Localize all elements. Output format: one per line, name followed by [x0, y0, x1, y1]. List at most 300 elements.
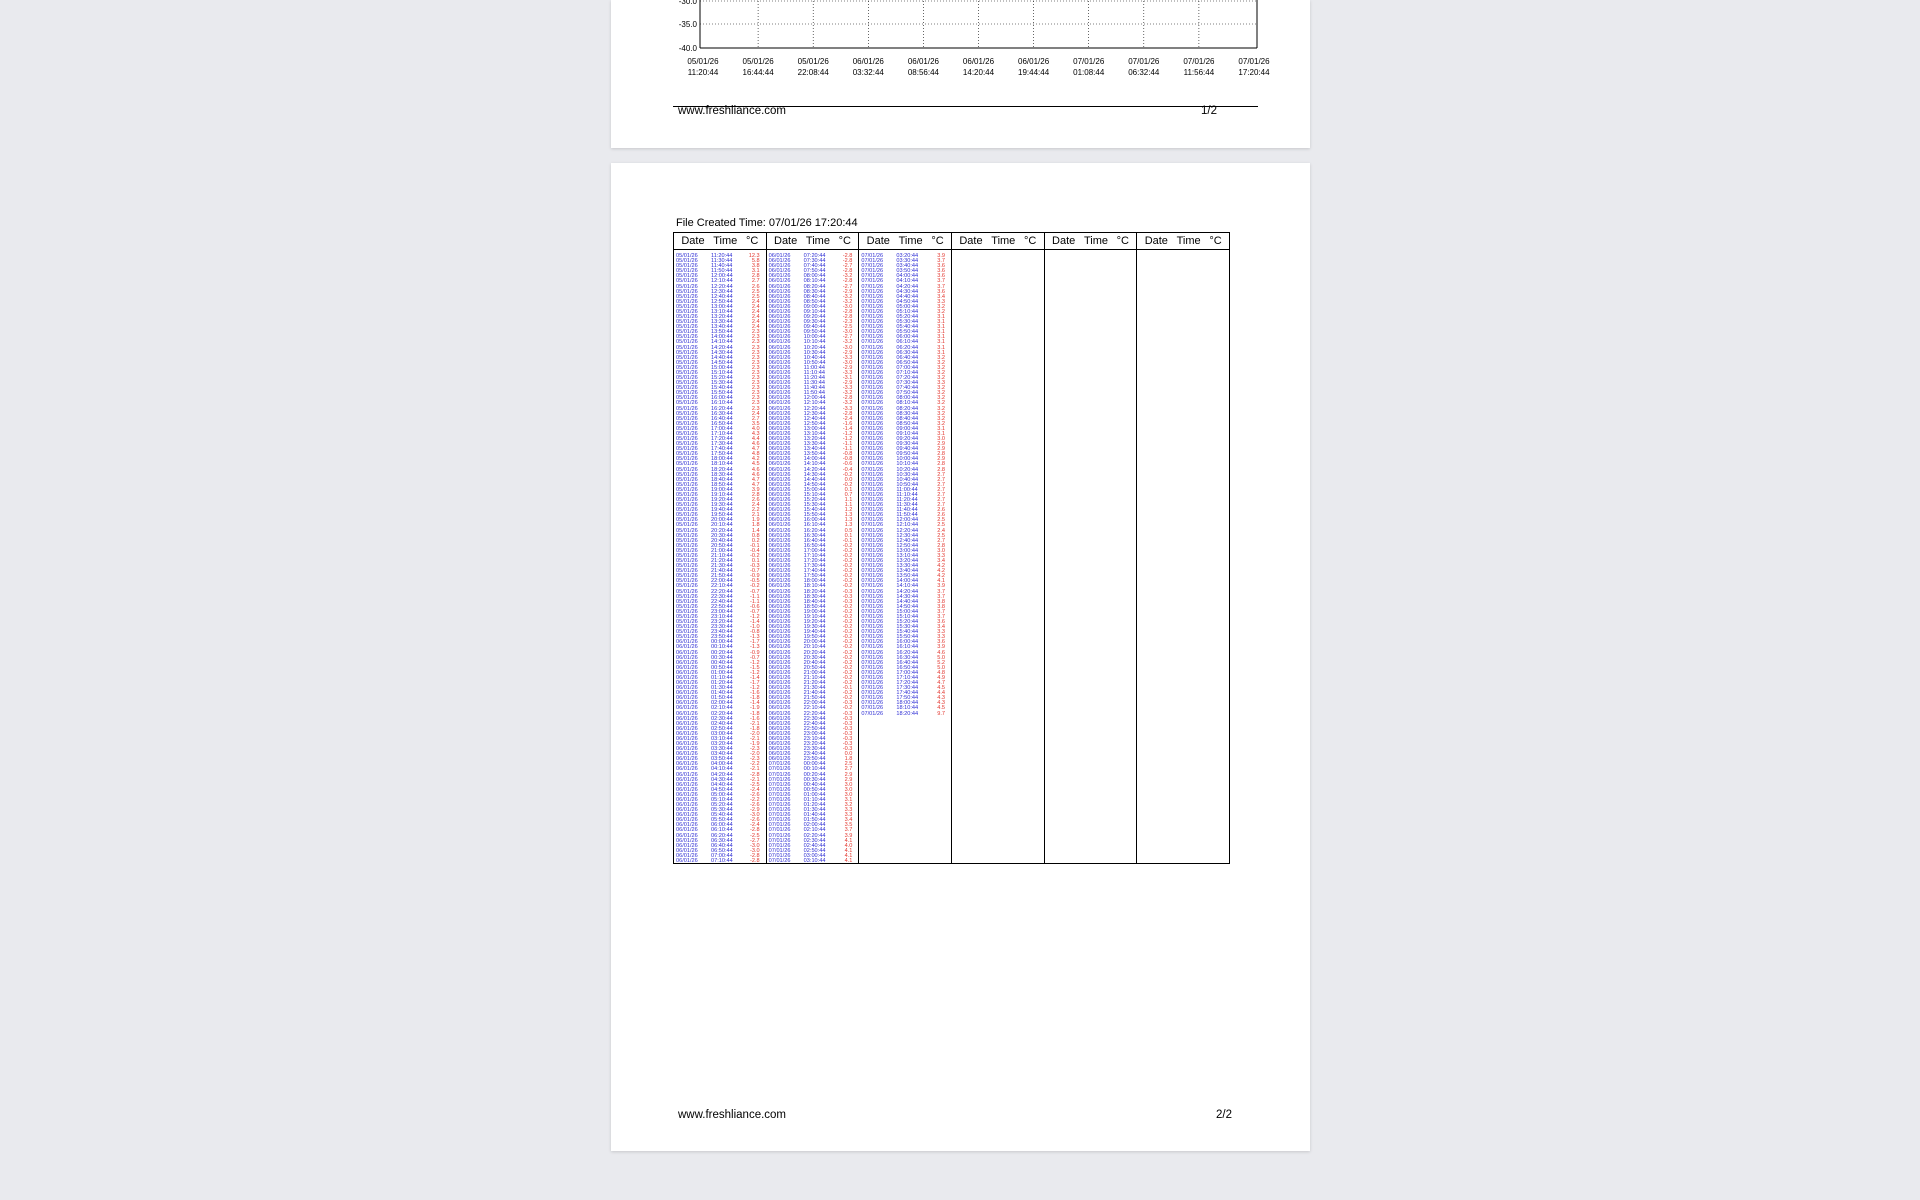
- log-temperature: -0.3: [842, 710, 853, 717]
- log-date: 06/01/26: [768, 552, 791, 559]
- log-time: 10:40:44: [896, 476, 919, 483]
- log-time: 05:10:44: [896, 308, 919, 315]
- log-time: 18:20:44: [896, 710, 919, 717]
- log-temperature: 3.8: [937, 603, 946, 610]
- log-time: 18:40:44: [803, 598, 826, 605]
- log-temperature: 4.2: [937, 573, 946, 580]
- log-date: 06/01/26: [768, 659, 791, 666]
- log-time: 07:20:44: [803, 253, 826, 259]
- log-temperature: -1.8: [750, 695, 760, 702]
- log-date: 06/01/26: [768, 263, 791, 270]
- log-date: 05/01/26: [676, 471, 698, 478]
- log-date: 07/01/26: [861, 253, 884, 259]
- log-temperature: 2.7: [751, 415, 760, 422]
- log-temperature: -0.2: [842, 573, 853, 580]
- log-temperature: 4.0: [751, 425, 760, 432]
- log-temperature: -0.2: [842, 578, 853, 585]
- x-tick-label-time: 03:32:44: [852, 68, 884, 77]
- log-date: 07/01/26: [861, 476, 884, 483]
- log-temperature: -0.2: [842, 664, 853, 671]
- log-temperature: -1.4: [750, 619, 760, 625]
- log-temperature: -2.7: [842, 283, 853, 290]
- log-date: 06/01/26: [768, 461, 791, 468]
- log-time: 22:20:44: [803, 710, 826, 717]
- log-time: 07:30:44: [803, 258, 826, 265]
- log-time: 12:00:44: [803, 395, 826, 402]
- log-time: 13:30:44: [711, 319, 733, 326]
- log-time: 17:50:44: [896, 695, 919, 702]
- log-time: 03:10:44: [711, 735, 733, 742]
- log-temperature: -2.6: [750, 791, 760, 798]
- log-time: 13:40:44: [711, 324, 733, 331]
- log-time: 03:40:44: [896, 263, 919, 270]
- log-date: 07/01/26: [861, 314, 884, 320]
- log-time: 00:30:44: [803, 776, 826, 783]
- log-date: 06/01/26: [768, 329, 791, 336]
- log-temperature: 4.1: [844, 852, 853, 859]
- log-temperature: -2.8: [842, 268, 853, 275]
- log-temperature: -3.3: [842, 369, 853, 376]
- log-date: 07/01/26: [861, 573, 884, 580]
- x-tick-label-time: 22:08:44: [797, 68, 829, 77]
- log-time: 18:00:44: [803, 578, 826, 585]
- temp-header: °C: [1209, 235, 1222, 247]
- log-temperature: 3.3: [937, 298, 946, 305]
- log-date: 06/01/26: [676, 842, 698, 849]
- log-temperature: 0.5: [844, 527, 853, 534]
- log-date: 07/01/26: [861, 486, 884, 493]
- log-time: 21:30:44: [803, 685, 826, 692]
- log-temperature: -1.6: [842, 420, 853, 427]
- log-date: 07/01/26: [861, 456, 884, 463]
- log-date: 07/01/26: [861, 293, 884, 300]
- log-date: 07/01/26: [861, 497, 884, 503]
- log-time: 22:00:44: [711, 578, 733, 585]
- log-time: 08:40:44: [803, 293, 826, 300]
- log-time: 09:20:44: [803, 314, 826, 320]
- x-tick-label-time: 01:08:44: [1073, 68, 1105, 77]
- log-date: 07/01/26: [861, 344, 884, 351]
- log-time: 07:20:44: [896, 375, 919, 381]
- log-temperature: -1.4: [750, 674, 760, 681]
- log-time: 20:00:44: [803, 639, 826, 646]
- log-temperature: 4.1: [844, 847, 853, 854]
- log-time: 12:20:44: [711, 283, 733, 290]
- log-date: 07/01/26: [768, 847, 791, 854]
- log-date: 06/01/26: [676, 817, 698, 824]
- log-time: 22:00:44: [803, 700, 826, 707]
- log-temperature: -1.8: [750, 710, 760, 717]
- log-temperature: -1.8: [750, 725, 760, 732]
- log-temperature: -0.4: [750, 547, 760, 554]
- log-time: 09:30:44: [803, 319, 826, 326]
- log-time: 03:00:44: [803, 852, 826, 859]
- log-temperature: -1.2: [750, 613, 760, 620]
- log-time: 05:20:44: [711, 802, 733, 808]
- log-time: 22:20:44: [711, 588, 733, 595]
- log-temperature: -2.3: [750, 756, 760, 763]
- log-temperature: 3.2: [844, 802, 853, 808]
- log-temperature: -0.2: [842, 563, 853, 570]
- log-date: 06/01/26: [768, 334, 791, 341]
- log-column-header: [859, 233, 951, 250]
- log-temperature: -1.3: [750, 634, 760, 641]
- log-column-header: [1137, 233, 1229, 250]
- log-time: 17:20:44: [711, 436, 733, 442]
- log-temperature: 3.0: [937, 547, 946, 554]
- log-date: 05/01/26: [676, 537, 698, 544]
- log-date: 06/01/26: [768, 344, 791, 351]
- log-date: 06/01/26: [676, 751, 698, 758]
- log-date: 07/01/26: [861, 481, 884, 488]
- log-date: 05/01/26: [676, 634, 698, 641]
- log-temperature: 1.3: [844, 522, 853, 529]
- log-date: 07/01/26: [861, 436, 884, 442]
- log-temperature: 2.4: [937, 527, 946, 534]
- log-temperature: -0.2: [842, 654, 853, 661]
- log-date: 07/01/26: [861, 700, 884, 707]
- log-time: 21:50:44: [711, 573, 733, 580]
- log-temperature: -0.2: [842, 552, 853, 559]
- log-date: 07/01/26: [861, 527, 884, 534]
- log-temperature: 2.5: [937, 522, 946, 529]
- log-time: 09:00:44: [803, 303, 826, 310]
- log-time: 03:00:44: [711, 730, 733, 737]
- log-temperature: -0.2: [842, 690, 853, 697]
- log-temperature: 2.3: [751, 395, 760, 402]
- log-date: 05/01/26: [676, 542, 698, 549]
- log-time: 19:20:44: [711, 497, 733, 503]
- log-date: 06/01/26: [768, 578, 791, 585]
- log-temperature: 2.4: [751, 502, 760, 509]
- log-date: 06/01/26: [768, 680, 791, 686]
- log-time: 11:40:44: [896, 507, 918, 514]
- log-temperature: 3.9: [937, 644, 946, 651]
- date-header: Date: [1052, 235, 1076, 247]
- log-date: 07/01/26: [861, 354, 884, 361]
- log-time: 10:30:44: [896, 471, 919, 478]
- log-time: 12:30:44: [803, 410, 826, 417]
- log-time: 04:00:44: [896, 273, 919, 280]
- log-date: 06/01/26: [768, 613, 791, 620]
- log-time: 11:00:44: [803, 364, 826, 371]
- log-time: 01:50:44: [803, 817, 826, 824]
- log-date: 06/01/26: [768, 573, 791, 580]
- log-date: 06/01/26: [676, 746, 698, 753]
- log-date: 06/01/26: [768, 298, 791, 305]
- log-time: 04:30:44: [711, 776, 733, 783]
- log-temperature: 2.3: [751, 390, 760, 397]
- log-time: 12:00:44: [711, 273, 733, 280]
- log-date: 06/01/26: [768, 400, 791, 407]
- log-time: 16:00:44: [711, 395, 733, 402]
- log-temperature: -0.2: [842, 471, 853, 478]
- log-date: 07/01/26: [861, 288, 884, 295]
- x-tick-label-time: 14:20:44: [962, 68, 995, 77]
- log-temperature: 3.0: [844, 791, 853, 798]
- log-temperature: -1.0: [750, 624, 760, 631]
- log-time: 02:10:44: [803, 827, 826, 834]
- log-date: 06/01/26: [768, 715, 791, 722]
- log-time: 13:50:44: [896, 573, 919, 580]
- log-date: 07/01/26: [768, 786, 791, 793]
- log-time: 16:20:44: [896, 649, 919, 656]
- log-time: 06:40:44: [711, 842, 733, 849]
- log-time: 15:00:44: [711, 364, 733, 371]
- log-date: 07/01/26: [861, 380, 884, 387]
- log-time: 20:20:44: [803, 649, 826, 656]
- log-temperature: -0.2: [842, 608, 853, 615]
- log-time: 04:10:44: [711, 766, 733, 773]
- log-time: 09:10:44: [803, 308, 826, 315]
- log-temperature: 0.0: [844, 476, 853, 483]
- log-temperature: -1.9: [750, 741, 760, 747]
- log-temperature: 2.3: [751, 369, 760, 376]
- log-time: 18:50:44: [711, 481, 733, 488]
- log-temperature: 4.4: [937, 690, 946, 697]
- log-temperature: 5.0: [937, 664, 946, 671]
- log-temperature: 12.3: [748, 253, 760, 259]
- log-time: 02:30:44: [803, 837, 826, 844]
- log-date: 07/01/26: [768, 761, 791, 768]
- log-date: 07/01/26: [768, 802, 791, 808]
- log-date: 06/01/26: [676, 710, 698, 717]
- log-temperature: -1.2: [750, 685, 760, 692]
- log-temperature: 3.7: [937, 613, 946, 620]
- log-temperature: -2.7: [842, 334, 853, 341]
- log-time: 11:50:44: [896, 512, 918, 519]
- log-time: 12:30:44: [896, 532, 919, 539]
- temp-header: °C: [745, 235, 759, 247]
- log-temperature: -1.2: [750, 659, 760, 666]
- log-temperature: -3.0: [750, 842, 760, 849]
- log-time: 17:00:44: [711, 425, 733, 432]
- log-date: 07/01/26: [861, 308, 884, 315]
- log-date: 07/01/26: [861, 593, 884, 600]
- log-time: 13:10:44: [896, 552, 919, 559]
- log-temperature: 2.5: [844, 761, 853, 768]
- log-temperature: -0.1: [750, 542, 760, 549]
- log-date: 07/01/26: [768, 842, 791, 849]
- log-date: 06/01/26: [768, 359, 791, 366]
- log-temperature: 3.8: [937, 598, 946, 605]
- log-temperature: 3.6: [937, 288, 946, 295]
- log-date: 07/01/26: [861, 537, 884, 544]
- log-time: 15:20:44: [803, 497, 826, 503]
- log-time: 13:50:44: [803, 451, 826, 458]
- log-temperature: 3.6: [937, 619, 946, 625]
- log-time: 23:30:44: [711, 624, 733, 631]
- log-time: 17:50:44: [803, 573, 826, 580]
- log-date: 07/01/26: [861, 461, 884, 468]
- log-date: 06/01/26: [768, 288, 791, 295]
- log-time: 14:20:44: [803, 466, 826, 473]
- log-time: 01:10:44: [803, 796, 826, 803]
- y-tick-label: -35.0: [678, 20, 697, 29]
- log-date: 05/01/26: [676, 532, 698, 539]
- log-temperature: 3.2: [937, 369, 946, 376]
- log-time: 08:30:44: [803, 288, 826, 295]
- log-temperature: -2.8: [842, 278, 853, 285]
- log-temperature: 4.6: [937, 649, 946, 656]
- log-temperature: -2.5: [750, 781, 760, 788]
- log-temperature: 4.3: [937, 700, 946, 707]
- log-temperature: -3.2: [842, 339, 853, 346]
- log-temperature: 3.2: [937, 400, 946, 407]
- log-temperature: 2.7: [937, 486, 946, 493]
- log-time: 13:10:44: [711, 308, 733, 315]
- log-date: 07/01/26: [768, 817, 791, 824]
- log-temperature: -0.2: [842, 659, 853, 666]
- log-time: 16:30:44: [803, 532, 826, 539]
- log-date: 05/01/26: [676, 522, 698, 529]
- log-temperature: -0.8: [842, 456, 853, 463]
- log-temperature: -2.3: [842, 319, 853, 326]
- log-date: 06/01/26: [768, 395, 791, 402]
- log-time: 02:30:44: [711, 715, 733, 722]
- log-temperature: -0.3: [842, 700, 853, 707]
- log-temperature: -0.2: [842, 481, 853, 488]
- log-date: 07/01/26: [861, 425, 884, 432]
- log-time: 06:30:44: [711, 837, 733, 844]
- log-temperature: -2.5: [842, 324, 853, 331]
- log-temperature: 3.0: [937, 436, 946, 442]
- log-time: 14:30:44: [896, 593, 919, 600]
- log-temperature: 3.6: [937, 273, 946, 280]
- log-temperature: -1.7: [750, 680, 760, 686]
- log-date: 05/01/26: [676, 446, 698, 453]
- x-tick-label-date: 06/01/26: [1018, 57, 1050, 66]
- log-date: 07/01/26: [861, 512, 884, 519]
- log-time: 02:50:44: [711, 725, 733, 732]
- x-tick-label-date: 07/01/26: [1238, 57, 1270, 66]
- log-temperature: 3.2: [937, 395, 946, 402]
- log-date: 07/01/26: [861, 710, 884, 717]
- log-time: 11:10:44: [803, 369, 826, 376]
- log-date: 07/01/26: [861, 324, 884, 331]
- log-time: 19:10:44: [711, 491, 733, 498]
- log-date: 07/01/26: [861, 491, 884, 498]
- log-temperature: 3.7: [937, 588, 946, 595]
- log-time: 07:30:44: [896, 380, 919, 387]
- log-date: 06/01/26: [676, 700, 698, 707]
- log-time: 21:10:44: [711, 552, 733, 559]
- log-date: 06/01/26: [676, 669, 698, 676]
- log-time: 15:10:44: [896, 613, 919, 620]
- log-date: 05/01/26: [676, 624, 698, 631]
- log-date: 05/01/26: [676, 436, 698, 442]
- log-temperature: 2.3: [751, 405, 760, 412]
- log-temperature: 1.4: [751, 527, 760, 534]
- log-time: 14:30:44: [803, 471, 826, 478]
- log-temperature: 2.4: [751, 303, 760, 310]
- log-time: 17:20:44: [896, 680, 919, 686]
- log-time: 13:40:44: [803, 446, 826, 453]
- log-time: 18:20:44: [803, 588, 826, 595]
- log-date: 07/01/26: [861, 532, 884, 539]
- log-temperature: 2.3: [751, 334, 760, 341]
- log-time: 17:10:44: [803, 552, 826, 559]
- log-temperature: 3.1: [937, 329, 946, 336]
- log-temperature: 2.9: [937, 441, 946, 448]
- log-date: 05/01/26: [676, 603, 698, 610]
- log-temperature: -2.1: [750, 776, 760, 783]
- log-time: 10:30:44: [803, 349, 826, 356]
- log-temperature: 3.2: [937, 354, 946, 361]
- log-date: 06/01/26: [768, 685, 791, 692]
- log-temperature: -0.2: [842, 613, 853, 620]
- log-temperature: -1.2: [750, 669, 760, 676]
- y-tick-label: -40.0: [678, 44, 697, 53]
- log-time: 12:50:44: [896, 542, 919, 549]
- log-date: 07/01/26: [861, 634, 884, 641]
- log-date: 06/01/26: [768, 420, 791, 427]
- log-date: 07/01/26: [861, 624, 884, 631]
- log-time: 16:20:44: [803, 527, 826, 534]
- log-date: 06/01/26: [768, 751, 791, 758]
- log-time: 10:20:44: [803, 344, 826, 351]
- log-date: 05/01/26: [676, 497, 698, 503]
- log-temperature: 2.3: [751, 400, 760, 407]
- log-time: 10:10:44: [803, 339, 826, 346]
- log-date: 05/01/26: [676, 573, 698, 580]
- log-temperature: -0.5: [750, 578, 760, 585]
- log-date: 07/01/26: [861, 385, 884, 392]
- x-tick-label-date: 07/01/26: [1183, 57, 1215, 66]
- log-date: 05/01/26: [676, 502, 698, 509]
- log-date: 07/01/26: [861, 319, 884, 326]
- log-temperature: 2.7: [937, 537, 946, 544]
- log-date: 06/01/26: [768, 563, 791, 570]
- log-temperature: -2.8: [750, 852, 760, 859]
- log-date: 07/01/26: [861, 375, 884, 381]
- log-time: 19:00:44: [803, 608, 826, 615]
- log-time: 22:10:44: [803, 705, 826, 712]
- log-temperature: -0.3: [842, 598, 853, 605]
- log-date: 06/01/26: [676, 654, 698, 661]
- log-date: 07/01/26: [768, 837, 791, 844]
- log-time: 23:30:44: [803, 746, 826, 753]
- log-date: 06/01/26: [768, 425, 791, 432]
- log-date: 06/01/26: [676, 776, 698, 783]
- log-time: 00:10:44: [803, 766, 826, 773]
- log-time: 22:50:44: [711, 603, 733, 610]
- log-time: 09:20:44: [896, 436, 919, 442]
- log-time: 15:20:44: [711, 375, 733, 381]
- log-temperature: 3.0: [844, 786, 853, 793]
- log-time: 20:10:44: [711, 522, 733, 529]
- log-date: 06/01/26: [768, 497, 791, 503]
- log-date: 05/01/26: [676, 598, 698, 605]
- log-date: 05/01/26: [676, 303, 698, 310]
- log-time: 01:30:44: [803, 807, 826, 814]
- page-number: 1/2: [1201, 105, 1217, 117]
- log-date: 06/01/26: [768, 730, 791, 737]
- log-date: 06/01/26: [768, 608, 791, 615]
- log-date: 06/01/26: [768, 547, 791, 554]
- log-time: 03:50:44: [896, 268, 919, 275]
- log-time: 07:50:44: [803, 268, 826, 275]
- log-temperature: 2.7: [937, 497, 946, 503]
- log-date: 07/01/26: [861, 659, 884, 666]
- log-temperature: -0.2: [842, 568, 853, 575]
- log-date: 06/01/26: [676, 837, 698, 844]
- log-temperature: -2.9: [842, 349, 853, 356]
- log-temperature: -0.2: [842, 542, 853, 549]
- log-temperature: 4.8: [937, 669, 946, 676]
- log-time: 04:00:44: [711, 761, 733, 768]
- log-date: 05/01/26: [676, 441, 698, 448]
